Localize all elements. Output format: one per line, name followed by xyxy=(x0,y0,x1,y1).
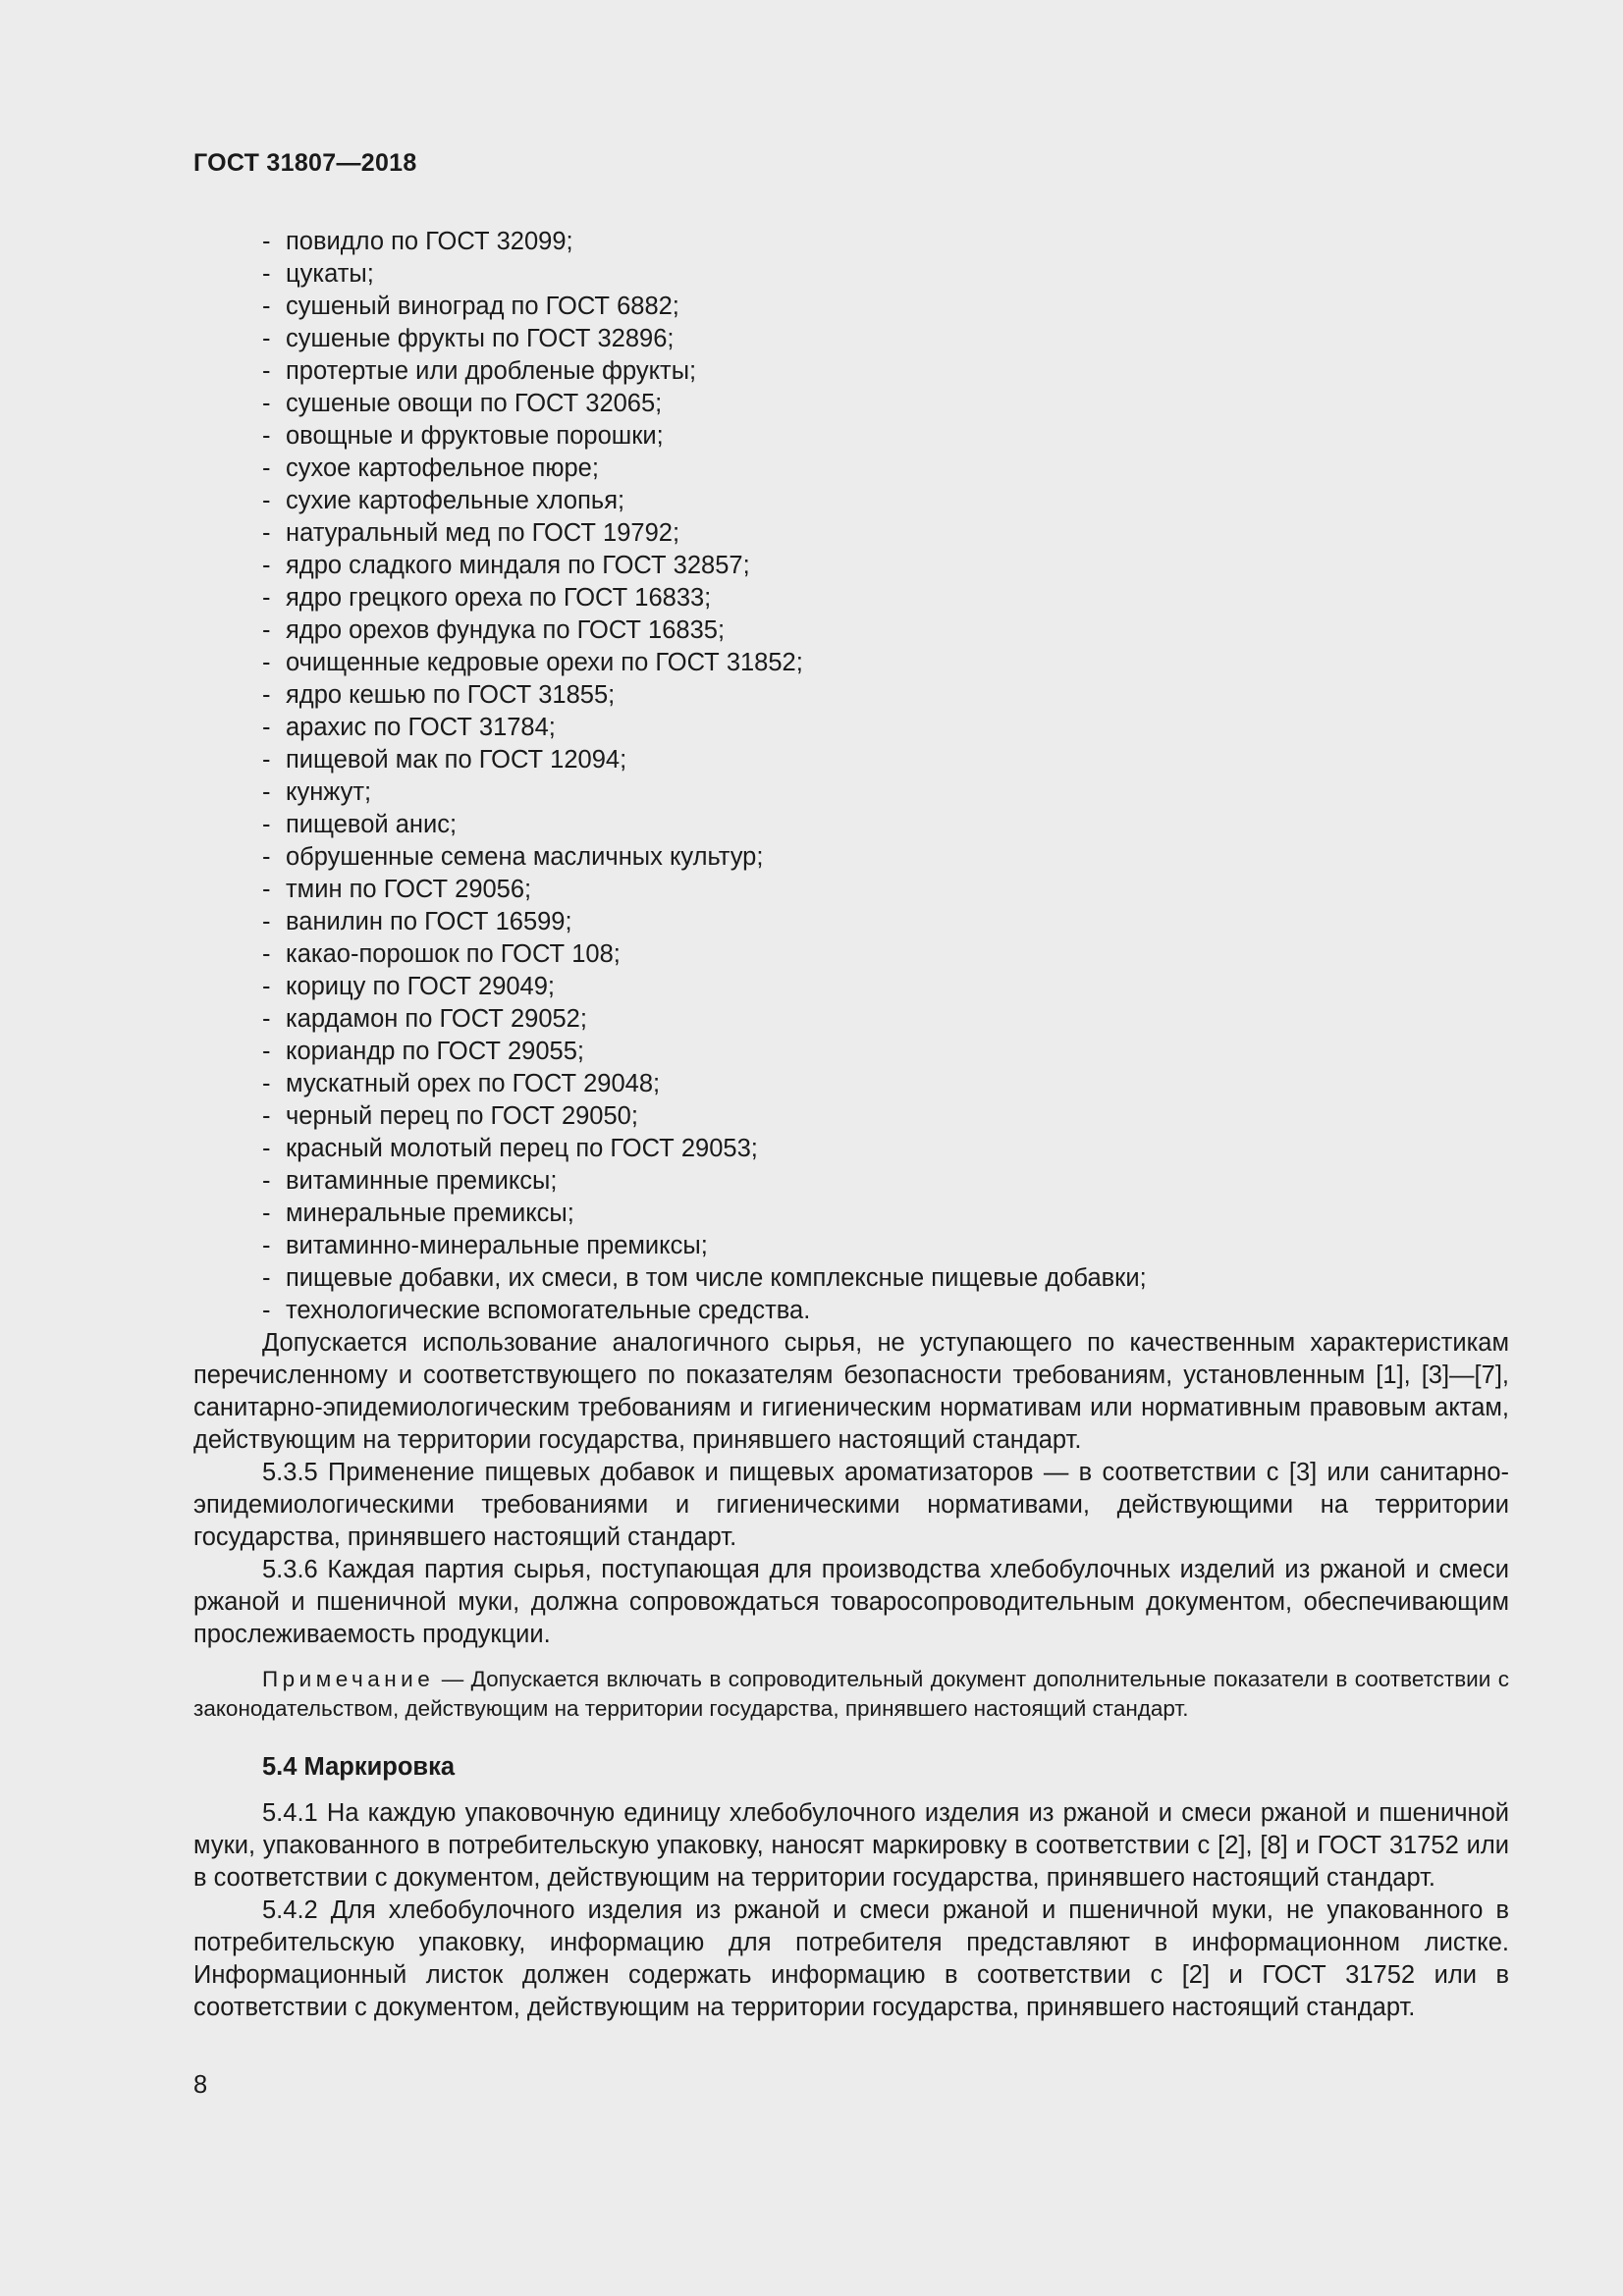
list-marker: - xyxy=(262,260,271,288)
list-item xyxy=(193,841,1509,874)
list-item-text: ядро орехов фундука по ГОСТ 16835; xyxy=(286,616,726,644)
list-item-text: корицу по ГОСТ 29049; xyxy=(286,973,556,1000)
clause-5-4-2: 5.4.2 Для хлебобулочного изделия из ржаной и смеси ржаной и пшеничной муки, не упакованного в потребительскую упаковку, информацию для потребителя представляют в информационном листке. Информационный листок должен содержать информацию в соответствии с [2] и ГОСТ 31752 или в соответствии с документом, действующим на территории государства, принявшего настоящий стандарт. xyxy=(193,1896,1509,2021)
list-marker: - xyxy=(262,681,271,709)
list-item xyxy=(193,355,1509,388)
list-item-text: пищевые добавки, их смеси, в том числе комплексные пищевые добавки; xyxy=(286,1264,1147,1292)
document-body xyxy=(193,226,1509,2024)
list-marker: - xyxy=(262,357,271,385)
list-item xyxy=(193,776,1509,809)
list-item xyxy=(193,226,1509,258)
list-marker: - xyxy=(262,293,271,320)
list-item-text: ядро грецкого ореха по ГОСТ 16833; xyxy=(286,584,712,612)
list-item xyxy=(193,1068,1509,1100)
list-marker: - xyxy=(262,1135,271,1162)
list-item-text: кунжут; xyxy=(286,778,372,806)
list-item xyxy=(193,744,1509,776)
page-number: 8 xyxy=(193,2071,208,2099)
list-item-text: очищенные кедровые орехи по ГОСТ 31852; xyxy=(286,649,803,676)
note xyxy=(193,1665,1509,1724)
list-item xyxy=(193,906,1509,938)
list-item xyxy=(193,971,1509,1003)
list-marker: - xyxy=(262,487,271,514)
list-marker: - xyxy=(262,1200,271,1227)
list-item xyxy=(193,712,1509,744)
list-marker: - xyxy=(262,1264,271,1292)
list-item-text: тмин по ГОСТ 29056; xyxy=(286,876,532,903)
list-item-text: сушеный виноград по ГОСТ 6882; xyxy=(286,293,679,320)
list-marker: - xyxy=(262,908,271,935)
list-marker: - xyxy=(262,746,271,774)
list-item xyxy=(193,874,1509,906)
list-item xyxy=(193,938,1509,971)
list-item-text: минеральные премиксы; xyxy=(286,1200,574,1227)
list-item-text: сушеные овощи по ГОСТ 32065; xyxy=(286,390,663,417)
list-item xyxy=(193,420,1509,453)
list-item-text: обрушенные семена масличных культур; xyxy=(286,843,764,871)
note-label: Примечание xyxy=(262,1667,435,1691)
list-marker: - xyxy=(262,552,271,579)
section-heading-5-4: 5.4 Маркировка xyxy=(262,1753,456,1781)
list-item-text: технологические вспомогательные средства. xyxy=(286,1297,811,1324)
document-header: ГОСТ 31807—2018 xyxy=(193,149,417,177)
list-item xyxy=(193,550,1509,582)
list-item xyxy=(193,485,1509,517)
list-marker: - xyxy=(262,649,271,676)
list-marker: - xyxy=(262,876,271,903)
list-marker: - xyxy=(262,422,271,450)
list-item-text: красный молотый перец по ГОСТ 29053; xyxy=(286,1135,758,1162)
list-item xyxy=(193,517,1509,550)
list-item xyxy=(193,388,1509,420)
list-item xyxy=(193,1003,1509,1036)
list-item-text: витаминно-минеральные премиксы; xyxy=(286,1232,708,1259)
list-item-text: пищевой анис; xyxy=(286,811,458,838)
list-marker: - xyxy=(262,228,271,255)
list-marker: - xyxy=(262,325,271,352)
list-item xyxy=(193,453,1509,485)
clause-5-4-1: 5.4.1 На каждую упаковочную единицу хлебобулочного изделия из ржаной и смеси ржаной и пшеничной муки, упакованного в потребительскую упаковку, наносят маркировку в соответствии с [2], [8] и ГОСТ 31752 или в соответствии с документом, действующим на территории государства, принявшего настоящий стандарт. xyxy=(193,1799,1509,1892)
clause-5-3-5: 5.3.5 Применение пищевых добавок и пищевых ароматизаторов — в соответствии с [3] или санитарно-эпидемиологическими требованиями и гигиеническими нормативами, действующими на территории государства, принявшего настоящий стандарт. xyxy=(193,1459,1509,1551)
list-item xyxy=(193,1198,1509,1230)
list-item-text: ядро сладкого миндаля по ГОСТ 32857; xyxy=(286,552,750,579)
list-item xyxy=(193,1165,1509,1198)
list-item xyxy=(193,647,1509,679)
list-marker: - xyxy=(262,584,271,612)
list-item xyxy=(193,1100,1509,1133)
list-marker: - xyxy=(262,1038,271,1065)
list-item-text: какао-порошок по ГОСТ 108; xyxy=(286,940,621,968)
list-item xyxy=(193,679,1509,712)
list-item xyxy=(193,291,1509,323)
list-item-text: сушеные фрукты по ГОСТ 32896; xyxy=(286,325,675,352)
list-item-text: мускатный орех по ГОСТ 29048; xyxy=(286,1070,661,1097)
list-item-text: витаминные премиксы; xyxy=(286,1167,558,1195)
list-marker: - xyxy=(262,778,271,806)
list-item-text: протертые или дробленые фрукты; xyxy=(286,357,697,385)
list-marker: - xyxy=(262,1102,271,1130)
list-item-text: кардамон по ГОСТ 29052; xyxy=(286,1005,587,1033)
list-marker: - xyxy=(262,1005,271,1033)
list-item-text: цукаты; xyxy=(286,260,374,288)
list-item xyxy=(193,614,1509,647)
list-item-text: черный перец по ГОСТ 29050; xyxy=(286,1102,638,1130)
list-marker: - xyxy=(262,1297,271,1324)
list-marker: - xyxy=(262,843,271,871)
list-item xyxy=(193,582,1509,614)
list-marker: - xyxy=(262,390,271,417)
list-item xyxy=(193,1036,1509,1068)
list-item xyxy=(193,809,1509,841)
list-marker: - xyxy=(262,973,271,1000)
list-item xyxy=(193,1295,1509,1327)
list-marker: - xyxy=(262,714,271,741)
list-item-text: сухое картофельное пюре; xyxy=(286,454,599,482)
note-text: — Допускается включать в сопроводительный документ дополнительные показатели в соответствии с законодательством, действующим на территории государства, принявшего настоящий стандарт. xyxy=(193,1667,1509,1721)
list-item xyxy=(193,1230,1509,1262)
list-item xyxy=(193,1262,1509,1295)
list-item-text: кориандр по ГОСТ 29055; xyxy=(286,1038,584,1065)
list-item-text: повидло по ГОСТ 32099; xyxy=(286,228,573,255)
list-marker: - xyxy=(262,616,271,644)
list-item-text: арахис по ГОСТ 31784; xyxy=(286,714,556,741)
list-marker: - xyxy=(262,519,271,547)
list-marker: - xyxy=(262,1232,271,1259)
list-item-text: пищевой мак по ГОСТ 12094; xyxy=(286,746,627,774)
list-item xyxy=(193,323,1509,355)
list-marker: - xyxy=(262,811,271,838)
list-marker: - xyxy=(262,940,271,968)
list-marker: - xyxy=(262,1070,271,1097)
list-item-text: сухие картофельные хлопья; xyxy=(286,487,625,514)
list-marker: - xyxy=(262,1167,271,1195)
list-item xyxy=(193,258,1509,291)
list-item-text: ванилин по ГОСТ 16599; xyxy=(286,908,572,935)
list-marker: - xyxy=(262,454,271,482)
list-item-text: натуральный мед по ГОСТ 19792; xyxy=(286,519,680,547)
ingredients-list xyxy=(193,226,1509,1327)
analog-raw-materials-paragraph: Допускается использование аналогичного сырья, не уступающего по качественным характеристикам перечисленному и соответствующего по показателям безопасности требованиям, установленным [1], [3]—[7], санитарно-эпидемиологическим требованиям и гигиеническим нормативам или нормативным правовым актам, действующим на территории государства, принявшего настоящий стандарт. xyxy=(193,1329,1509,1454)
clause-5-3-6: 5.3.6 Каждая партия сырья, поступающая для производства хлебобулочных изделий из ржаной и смеси ржаной и пшеничной муки, должна сопровождаться товаросопроводительным документом, обеспечивающим прослеживаемость продукции. xyxy=(193,1556,1509,1648)
list-item-text: овощные и фруктовые порошки; xyxy=(286,422,664,450)
list-item-text: ядро кешью по ГОСТ 31855; xyxy=(286,681,616,709)
list-item xyxy=(193,1133,1509,1165)
